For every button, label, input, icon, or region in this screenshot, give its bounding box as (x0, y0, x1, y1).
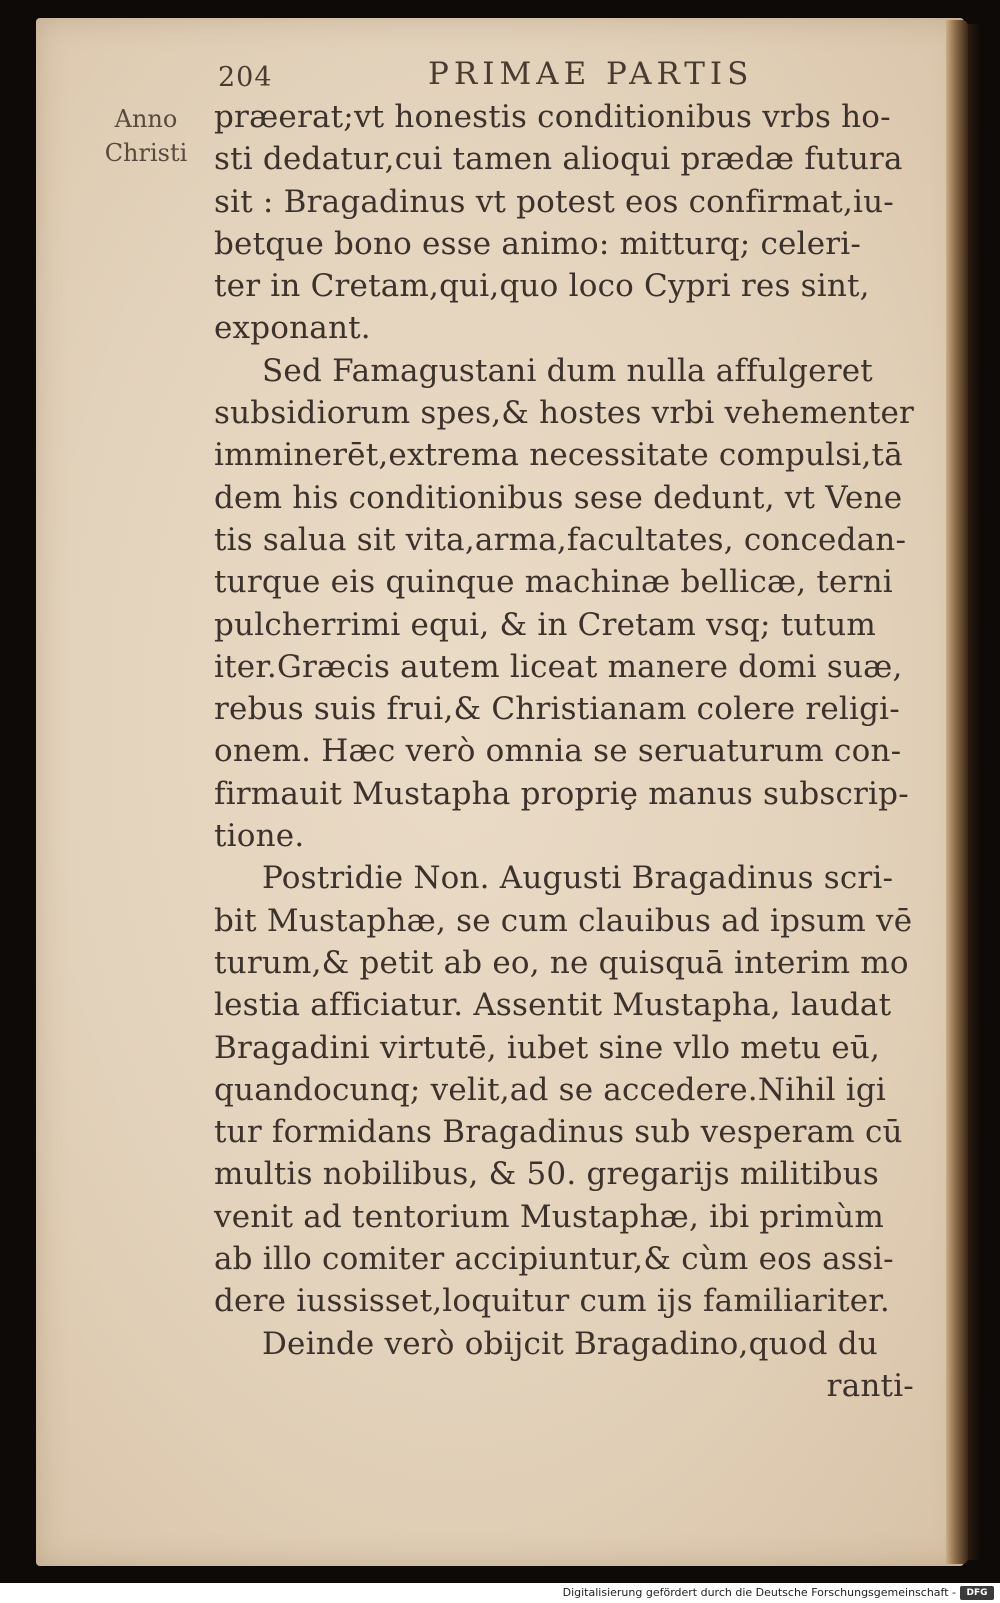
text-line: ter in Cretam,qui,quo loco Cypri res sint, (214, 268, 870, 305)
page-edge (946, 20, 968, 1564)
text-line: venit ad tentorium Mustaphæ, ibi primùm (214, 1198, 884, 1235)
text-line: firmauit Mustapha propriȩ manus subscrip- (214, 775, 909, 812)
book-binding (968, 24, 982, 1560)
text-line: subsidiorum spes,& hostes vrbi vehementer (214, 395, 915, 432)
footer-bar (0, 1583, 1000, 1603)
text-line: imminerēt,extrema necessitate compulsi,tā (214, 437, 903, 474)
page-header (218, 52, 798, 102)
funding-credit: Digitalisierung gefördert durch die Deutsche Forschungsgemeinschaft - (562, 1586, 956, 1599)
text-line: lestia afficiatur. Assentit Mustapha, laudat (214, 987, 892, 1024)
text-line: rebus suis frui,& Christianam colere religi- (214, 691, 900, 728)
text-line: bit Mustaphæ, se cum clauibus ad ipsum vē (214, 902, 913, 939)
text-line: Bragadini virtutē, iubet sine vllo metu eū, (214, 1029, 881, 1066)
text-line: sti dedatur,cui tamen alioqui prædæ futura (214, 141, 903, 178)
text-line: iter.Græcis autem liceat manere domi suæ, (214, 648, 903, 685)
text-line: pulcherrimi equi, & in Cretam vsq; tutum (214, 606, 876, 643)
text-line: dere iussisset,loquitur cum ijs familiariter. (214, 1283, 890, 1320)
text-line: betque bono esse animo: mitturq; celeri- (214, 225, 862, 262)
text-line: exponant. (214, 310, 371, 347)
dfg-logo-icon: DFG (960, 1586, 994, 1600)
text-line: tione. (214, 818, 305, 855)
page-number: 204 (218, 62, 273, 93)
text-line: sit : Bragadinus vt potest eos confirmat,iu- (214, 183, 894, 220)
text-line: Deinde verò obijcit Bragadino,quod du (262, 1325, 878, 1362)
text-line: ab illo comiter accipiuntur,& cùm eos assi- (214, 1241, 894, 1278)
text-line: multis nobilibus, & 50. gregarijs militibus (214, 1156, 879, 1193)
text-body (214, 96, 914, 1407)
text-line: turum,& petit ab eo, ne quisquā interim mo (214, 944, 909, 981)
text-line: turque eis quinque machinæ bellicæ, terni (214, 564, 893, 601)
text-line: præerat;vt honestis conditionibus vrbs ho- (214, 99, 891, 135)
text-line: Postridie Non. Augusti Bragadinus scri- (262, 860, 894, 897)
text-line: quandocunq; velit,ad se accedere.Nihil igi (214, 1071, 887, 1108)
text-line: Sed Famagustani dum nulla affulgeret (262, 352, 873, 389)
margin-note-line: Christi (104, 139, 188, 167)
text-line: dem his conditionibus sese dedunt, vt Vene (214, 479, 903, 516)
text-line: tur formidans Bragadinus sub vesperam cū (214, 1114, 903, 1151)
margin-note (86, 102, 206, 170)
text-line: onem. Hæc verò omnia se seruaturum con- (214, 733, 902, 770)
text-line: tis salua sit vita,arma,facultates, concedan- (214, 521, 907, 558)
running-head: PRIMAE PARTIS (428, 56, 754, 92)
margin-note-line: Anno (114, 105, 178, 133)
catchword: ranti- (826, 1367, 914, 1404)
